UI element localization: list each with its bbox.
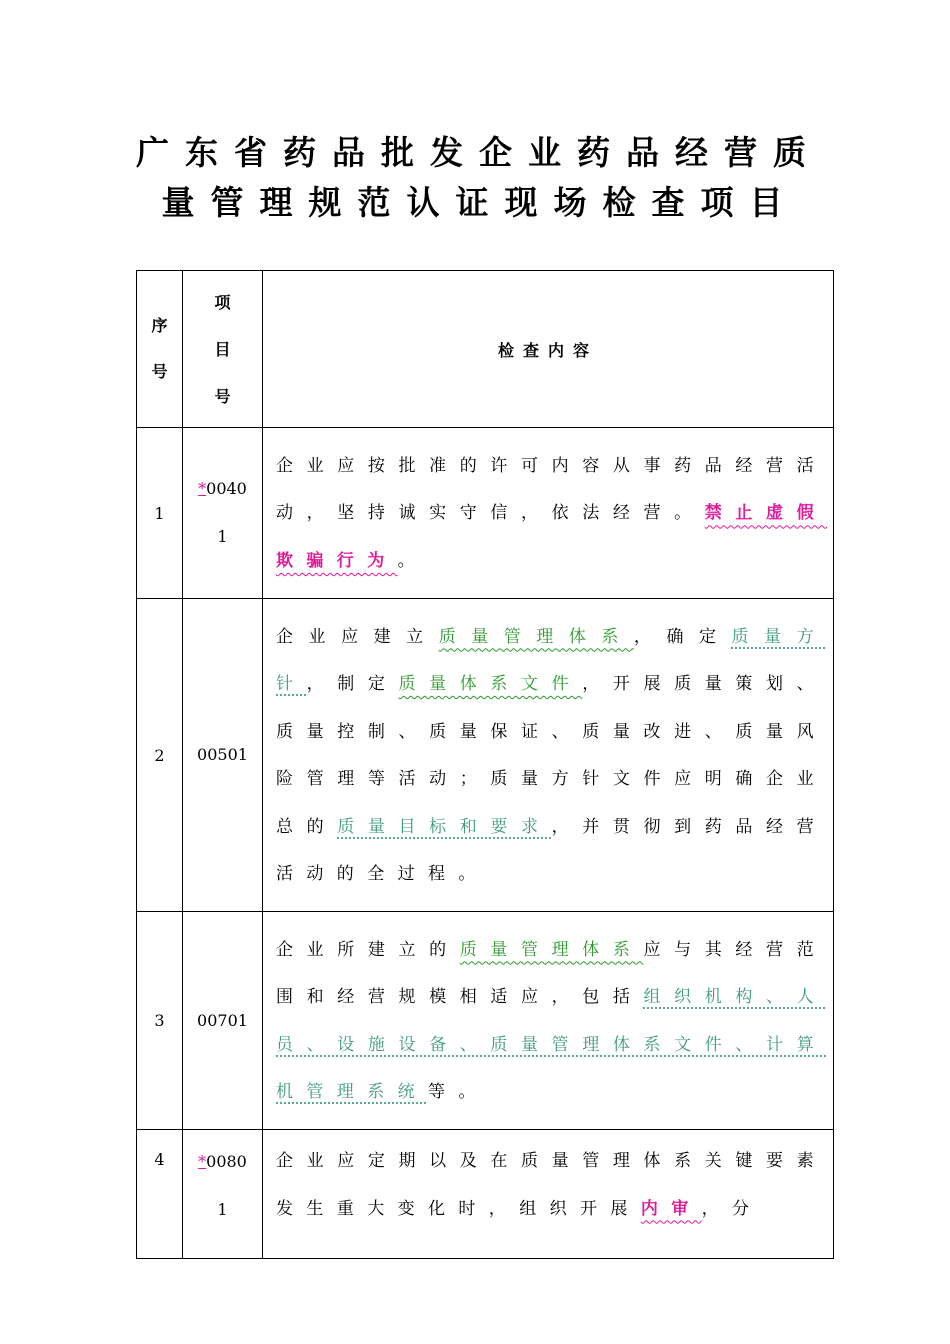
header-item-char: 号 bbox=[214, 386, 231, 406]
title-line-1: 广东省药品批发企业药品经营质 bbox=[136, 133, 822, 172]
item-code bbox=[183, 1130, 263, 1259]
item-code-part: 0040 bbox=[206, 479, 247, 498]
highlighted-phrase: 组织机构、人员、设施设备、质量管理体系文件、计算机管理系统 bbox=[276, 987, 827, 1102]
highlighted-phrase: 质量管理体系 bbox=[438, 626, 634, 647]
highlighted-phrase: 质量管理体系 bbox=[459, 939, 644, 960]
content-text: 应与其经营范围和经营规模相适应，包括 bbox=[276, 939, 827, 1007]
page-title bbox=[0, 128, 950, 228]
check-content bbox=[263, 912, 834, 1130]
header-item-char: 目 bbox=[214, 339, 231, 359]
header-item-number bbox=[183, 271, 263, 428]
content-text: ，并贯彻到药品经营活动的全过程。 bbox=[276, 816, 827, 884]
highlighted-phrase: 内审 bbox=[640, 1198, 702, 1219]
content-text: 等。 bbox=[428, 1082, 489, 1102]
header-seq-char: 号 bbox=[151, 362, 168, 381]
inspection-table bbox=[136, 270, 834, 1259]
header-seq bbox=[137, 271, 183, 428]
content-text: ，确定 bbox=[633, 626, 732, 647]
highlighted-phrase: 质量方针 bbox=[276, 626, 828, 694]
table-row bbox=[137, 428, 834, 599]
check-content bbox=[263, 1130, 834, 1259]
item-code bbox=[183, 428, 263, 599]
row-number: 1 bbox=[137, 428, 183, 599]
table-header-row bbox=[137, 271, 834, 428]
content-text: ，分 bbox=[701, 1198, 763, 1219]
content-text: 企业应建立 bbox=[276, 626, 439, 647]
table-row bbox=[137, 1130, 834, 1259]
row-number: 3 bbox=[137, 912, 183, 1130]
header-seq-char: 序 bbox=[151, 316, 168, 335]
content-text: ，制定 bbox=[306, 674, 399, 694]
item-code-part: 1 bbox=[217, 527, 228, 546]
content-text: ，开展质量策划、质量控制、质量保证、质量改进、质量风险管理等活动；质量方针文件应明确企业总的 bbox=[276, 674, 827, 837]
item-code: 00501 bbox=[183, 599, 263, 912]
content-text: 企业应定期以及在质量管理体系关键要素发生重大变化时，组织开展 bbox=[276, 1151, 827, 1219]
item-code-part: 0080 bbox=[206, 1152, 247, 1171]
table-row bbox=[137, 599, 834, 912]
item-code: 00701 bbox=[183, 912, 263, 1130]
content-text: 企业应按批准的许可内容从事药品经营活动，坚持诚实守信，依法经营。 bbox=[276, 455, 827, 524]
row-number: 2 bbox=[137, 599, 183, 912]
table-row bbox=[137, 912, 834, 1130]
check-content bbox=[263, 428, 834, 599]
header-content: 检查内容 bbox=[263, 271, 834, 428]
check-content bbox=[263, 599, 834, 912]
item-code-part: 1 bbox=[217, 1200, 228, 1219]
row-number: 4 bbox=[137, 1130, 183, 1259]
highlighted-phrase: 质量目标和要求 bbox=[337, 816, 552, 837]
content-text: 。 bbox=[397, 550, 429, 571]
header-item-char: 项 bbox=[214, 292, 231, 312]
content-text: 企业所建立的 bbox=[276, 939, 460, 960]
title-line-2: 量管理规范认证现场检查项目 bbox=[161, 183, 799, 222]
key-item-star: * bbox=[198, 1152, 207, 1171]
highlighted-phrase: 禁止虚假欺骗行为 bbox=[276, 503, 827, 571]
highlighted-phrase: 质量体系文件 bbox=[398, 674, 583, 694]
key-item-star: * bbox=[198, 479, 207, 498]
